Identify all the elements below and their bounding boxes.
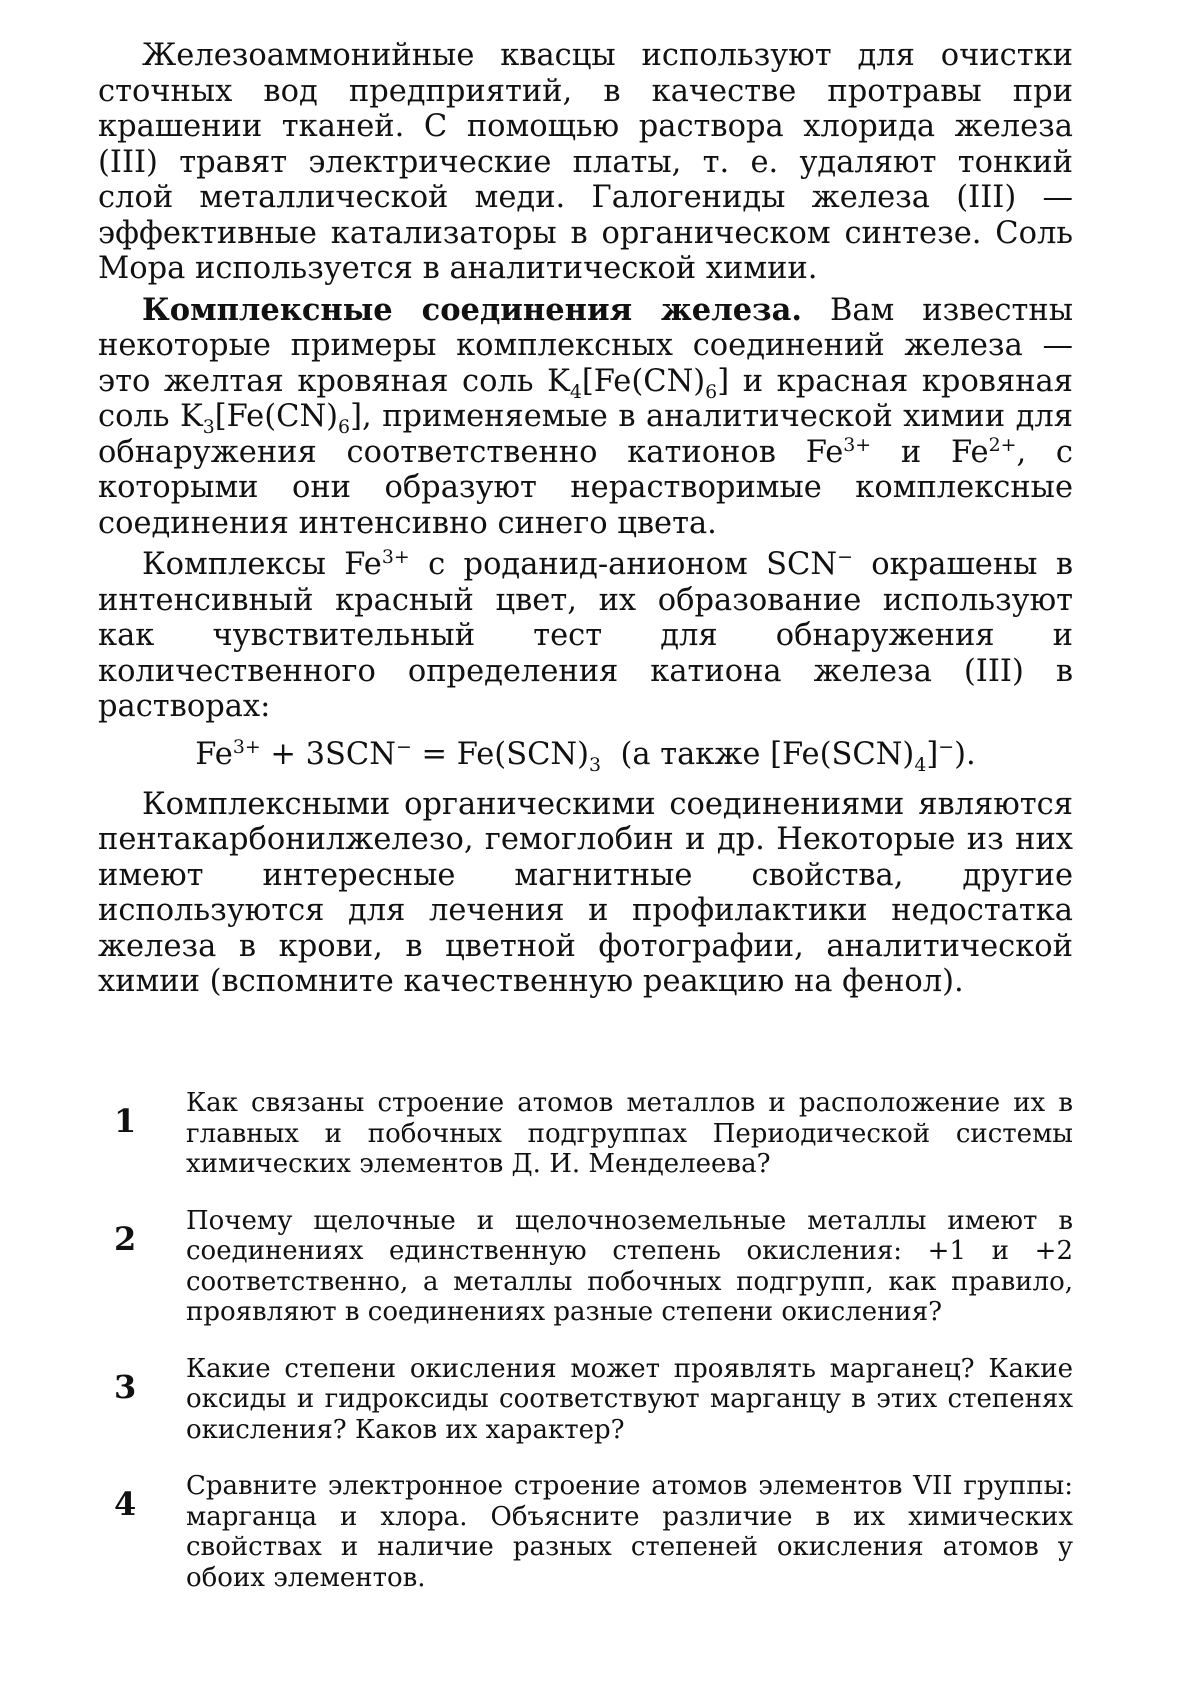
question-text: Какие степени окисления может проявлять марганец? Какие оксиды и гидроксиды соответствуют марганцу в этих степенях окисления? Каков их характер? xyxy=(186,1353,1073,1445)
subscript: 3 xyxy=(589,753,602,776)
text-run: ], применяемые в аналитической химии для обнаружения соответственно катионов Fe xyxy=(98,399,1073,470)
text-run: окрашены в интенсивный красный цвет, их образование используют как чувствительный тест для обнаружения и количественного определения катиона железа (III) в растворах: xyxy=(98,547,1074,724)
question-item xyxy=(98,1088,1073,1180)
superscript: − xyxy=(837,545,853,568)
question-item xyxy=(98,1206,1073,1328)
superscript: − xyxy=(938,735,955,758)
text-run: Fe xyxy=(195,736,233,772)
text-run: = Fe(SCN) xyxy=(411,736,590,772)
superscript: 3+ xyxy=(843,433,872,456)
question-item xyxy=(98,1354,1073,1446)
text-run: (а также [Fe(SCN) xyxy=(601,736,915,772)
question-number: 1 xyxy=(114,1102,137,1140)
subscript: 4 xyxy=(569,380,582,403)
section-heading: Комплексные соединения железа. xyxy=(142,291,802,328)
text-run: ] xyxy=(926,736,939,772)
text-run: [Fe(CN) xyxy=(581,363,706,399)
text-run: Вам известны некоторые примеры комплексных соединений железа — это желтая кровяная соль K xyxy=(98,292,1073,399)
paragraph-iron-complexes xyxy=(98,293,1073,542)
text-run: Комплексы Fe xyxy=(142,547,382,582)
text-run: ). xyxy=(954,736,976,772)
question-number: 4 xyxy=(114,1485,137,1523)
superscript: 3+ xyxy=(381,545,410,568)
review-questions xyxy=(98,1088,1073,1619)
superscript: − xyxy=(395,735,412,758)
superscript: 2+ xyxy=(988,433,1017,456)
paragraph-iron-alum-uses: Железоаммонийные квасцы используют для очистки сточных вод предприятий, в качестве протравы при крашении тканей. С помощью раствора хлорида железа (III) травят электрические платы, т. е. удаляют тонкий слой металлической меди. Галогениды железа (III) — эффективные катализаторы в органическом синтезе. Соль Мора используется в аналитической химии. xyxy=(98,38,1073,286)
question-text: Почему щелочные и щелочноземельные металлы имеют в соединениях единственную степень окисления: +1 и +2 соответственно, а металлы побочных подгрупп, как правило, проявляют в соединениях разные степени окисления? xyxy=(186,1205,1073,1327)
subscript: 3 xyxy=(202,416,215,439)
subscript: 6 xyxy=(705,380,718,403)
text-run: с роданид-анионом SCN xyxy=(409,547,838,582)
text-run: [Fe(CN) xyxy=(214,399,339,434)
superscript: 3+ xyxy=(232,735,261,758)
question-text: Как связаны строение атомов металлов и расположение их в главных и побочных подгруппах Периодической системы химических элементов Д. И. Менделеева? xyxy=(186,1088,1073,1179)
main-text xyxy=(98,38,1073,1000)
subscript: 6 xyxy=(338,416,351,439)
text-run: ] и красная кровяная соль K xyxy=(98,363,1073,434)
question-item xyxy=(98,1471,1073,1593)
question-number: 3 xyxy=(114,1367,137,1406)
text-run: + 3SCN xyxy=(260,736,396,772)
paragraph-organic-complexes: Комплексными органическими соединениями являются пентакарбонилжелезо, гемоглобин и др. Некоторые из них имеют интересные магнитные свойства, другие используются для лечения и профилактики недостатка железа в крови, в цветной фотографии, аналитической химии (вспомните качественную реакцию на фенол). xyxy=(98,786,1073,999)
question-text: Сравните электронное строение атомов элементов VII группы: марганца и хлора. Объясните различие в их химических свойствах и наличие разных степеней окисления атомов у обоих элементов. xyxy=(186,1471,1073,1593)
subscript: 4 xyxy=(914,753,927,776)
reaction-equation xyxy=(98,735,1073,776)
question-number: 2 xyxy=(114,1219,137,1258)
text-run: и Fe xyxy=(871,434,989,470)
text-run: , с которыми они образуют нерастворимые комплексные соединения интенсивно синего цвета. xyxy=(98,434,1073,541)
paragraph-thiocyanate-complexes xyxy=(98,547,1073,725)
